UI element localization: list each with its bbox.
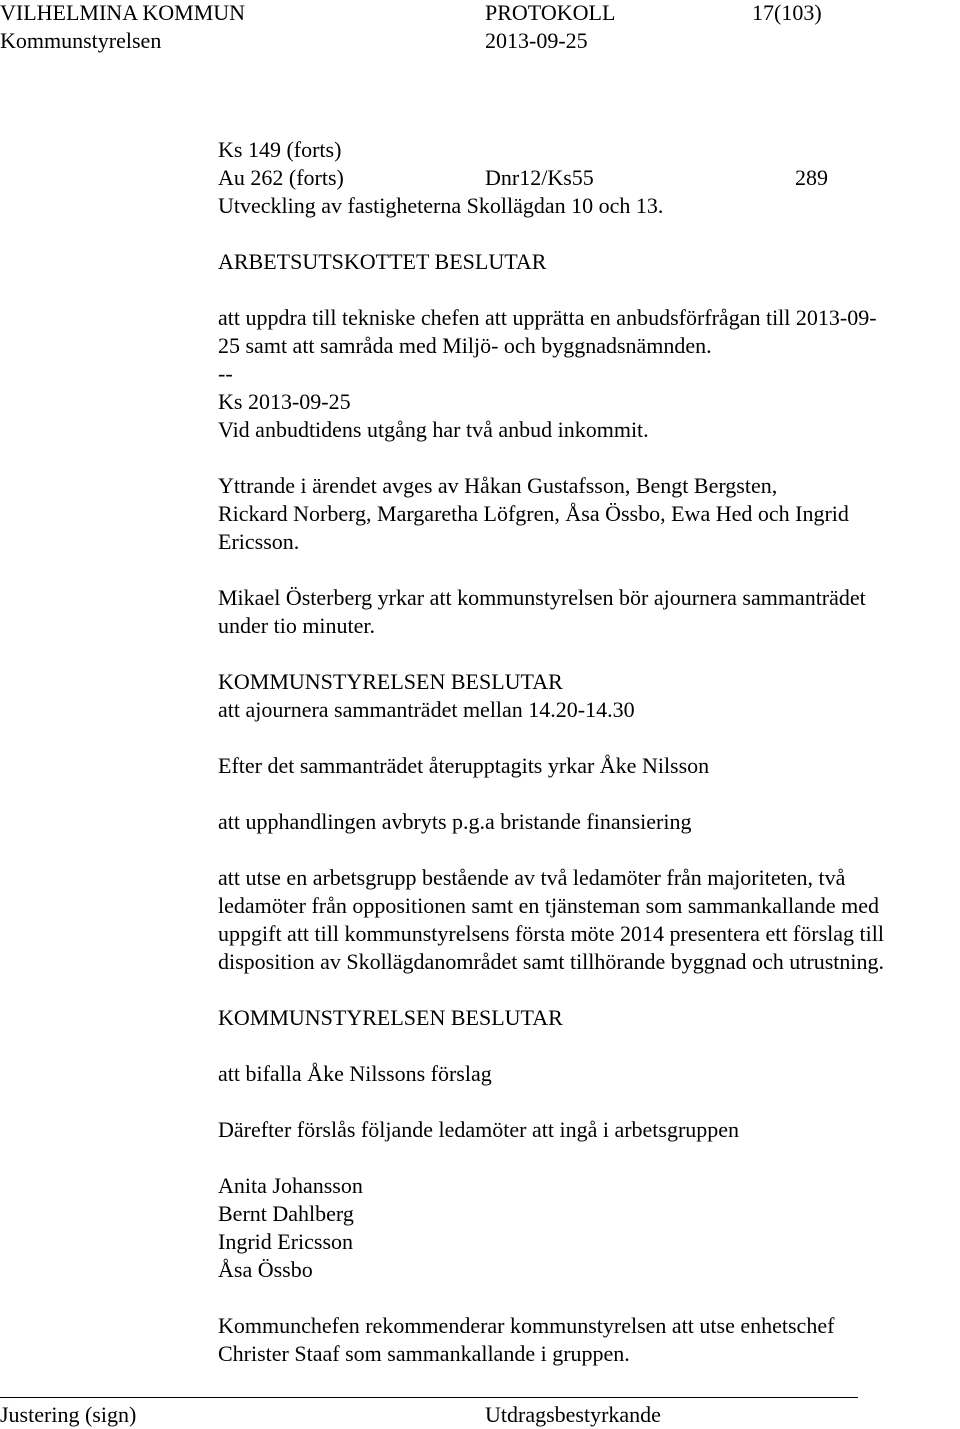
proposal-line: ledamöter från oppositionen samt en tjänsteman som sammankallande med xyxy=(218,893,880,918)
justering-label: Justering (sign) xyxy=(0,1402,137,1427)
separator: -- xyxy=(218,361,233,386)
proposal-line: att upphandlingen avbryts p.g.a bristande finansiering xyxy=(218,809,692,834)
footer-divider xyxy=(0,1397,858,1398)
motion-line: Mikael Österberg yrkar att kommunstyrelsen bör ajournera sammanträdet xyxy=(218,585,866,610)
committee-name: Kommunstyrelsen xyxy=(0,28,162,53)
statement-line: Ericsson. xyxy=(218,529,300,554)
proposal-line: uppgift att till kommunstyrelsens första möte 2014 presentera ett förslag till xyxy=(218,921,884,946)
meeting-date: 2013-09-25 xyxy=(485,28,588,53)
motion-line: under tio minuter. xyxy=(218,613,376,638)
case-number: 289 xyxy=(795,165,828,190)
document-type: PROTOKOLL xyxy=(485,0,616,25)
ks-decision-heading: KOMMUNSTYRELSEN BESLUTAR xyxy=(218,1005,563,1030)
members-intro: Därefter förslås följande ledamöter att ingå i arbetsgruppen xyxy=(218,1117,740,1142)
recommendation-line: Christer Staaf som sammankallande i gruppen. xyxy=(218,1341,630,1366)
statements-paragraph xyxy=(218,472,960,556)
proposal-line: disposition av Skollägdanområdet samt tillhörande byggnad och utrustning. xyxy=(218,949,885,974)
statement-line: Yttrande i ärendet avges av Håkan Gustafsson, Bengt Bergsten, xyxy=(218,473,778,498)
ks-decision-text: att bifalla Åke Nilssons förslag xyxy=(218,1061,492,1086)
ks-date-line: Ks 2013-09-25 xyxy=(218,389,351,414)
au-decision-line: 25 samt att samråda med Miljö- och byggnadsnämnden. xyxy=(218,333,712,358)
case-dnr: Dnr12/Ks55 xyxy=(485,165,594,190)
org-name: VILHELMINA KOMMUN xyxy=(0,0,246,25)
page-number: 17(103) xyxy=(752,0,822,25)
motion-paragraph xyxy=(218,584,960,640)
case-au-ref: Au 262 (forts) xyxy=(218,165,344,190)
case-title: Utveckling av fastigheterna Skollägdan 10 och 13. xyxy=(218,193,664,218)
resumed-text: Efter det sammanträdet återupptagits yrkar Åke Nilsson xyxy=(218,753,710,778)
member-name: Bernt Dahlberg xyxy=(218,1201,354,1226)
ks-decision-heading: KOMMUNSTYRELSEN BESLUTAR xyxy=(218,669,563,694)
member-name: Ingrid Ericsson xyxy=(218,1229,354,1254)
member-name: Åsa Össbo xyxy=(218,1257,313,1282)
au-decision-heading: ARBETSUTSKOTTET BESLUTAR xyxy=(218,249,547,274)
bids-text: Vid anbudtidens utgång har två anbud inkommit. xyxy=(218,417,649,442)
members-list xyxy=(218,1172,960,1284)
statement-line: Rickard Norberg, Margaretha Löfgren, Åsa Össbo, Ewa Hed och Ingrid xyxy=(218,501,849,526)
recommendation-line: Kommunchefen rekommenderar kommunstyrelsen att utse enhetschef xyxy=(218,1313,835,1338)
protocol-body xyxy=(218,136,960,1368)
case-au-row xyxy=(218,164,960,192)
proposal-line: att utse en arbetsgrupp bestående av två ledamöter från majoriteten, två xyxy=(218,865,846,890)
member-name: Anita Johansson xyxy=(218,1173,363,1198)
proposal-paragraph xyxy=(218,864,960,976)
au-decision-line: att uppdra till tekniske chefen att upprätta en anbudsförfrågan till 2013-09- xyxy=(218,305,877,330)
recommendation-paragraph xyxy=(218,1312,960,1368)
case-ks-ref: Ks 149 (forts) xyxy=(218,137,342,162)
ks-decision-text: att ajournera sammanträdet mellan 14.20-14.30 xyxy=(218,697,635,722)
utdragsbestyrkande-label: Utdragsbestyrkande xyxy=(485,1402,661,1427)
